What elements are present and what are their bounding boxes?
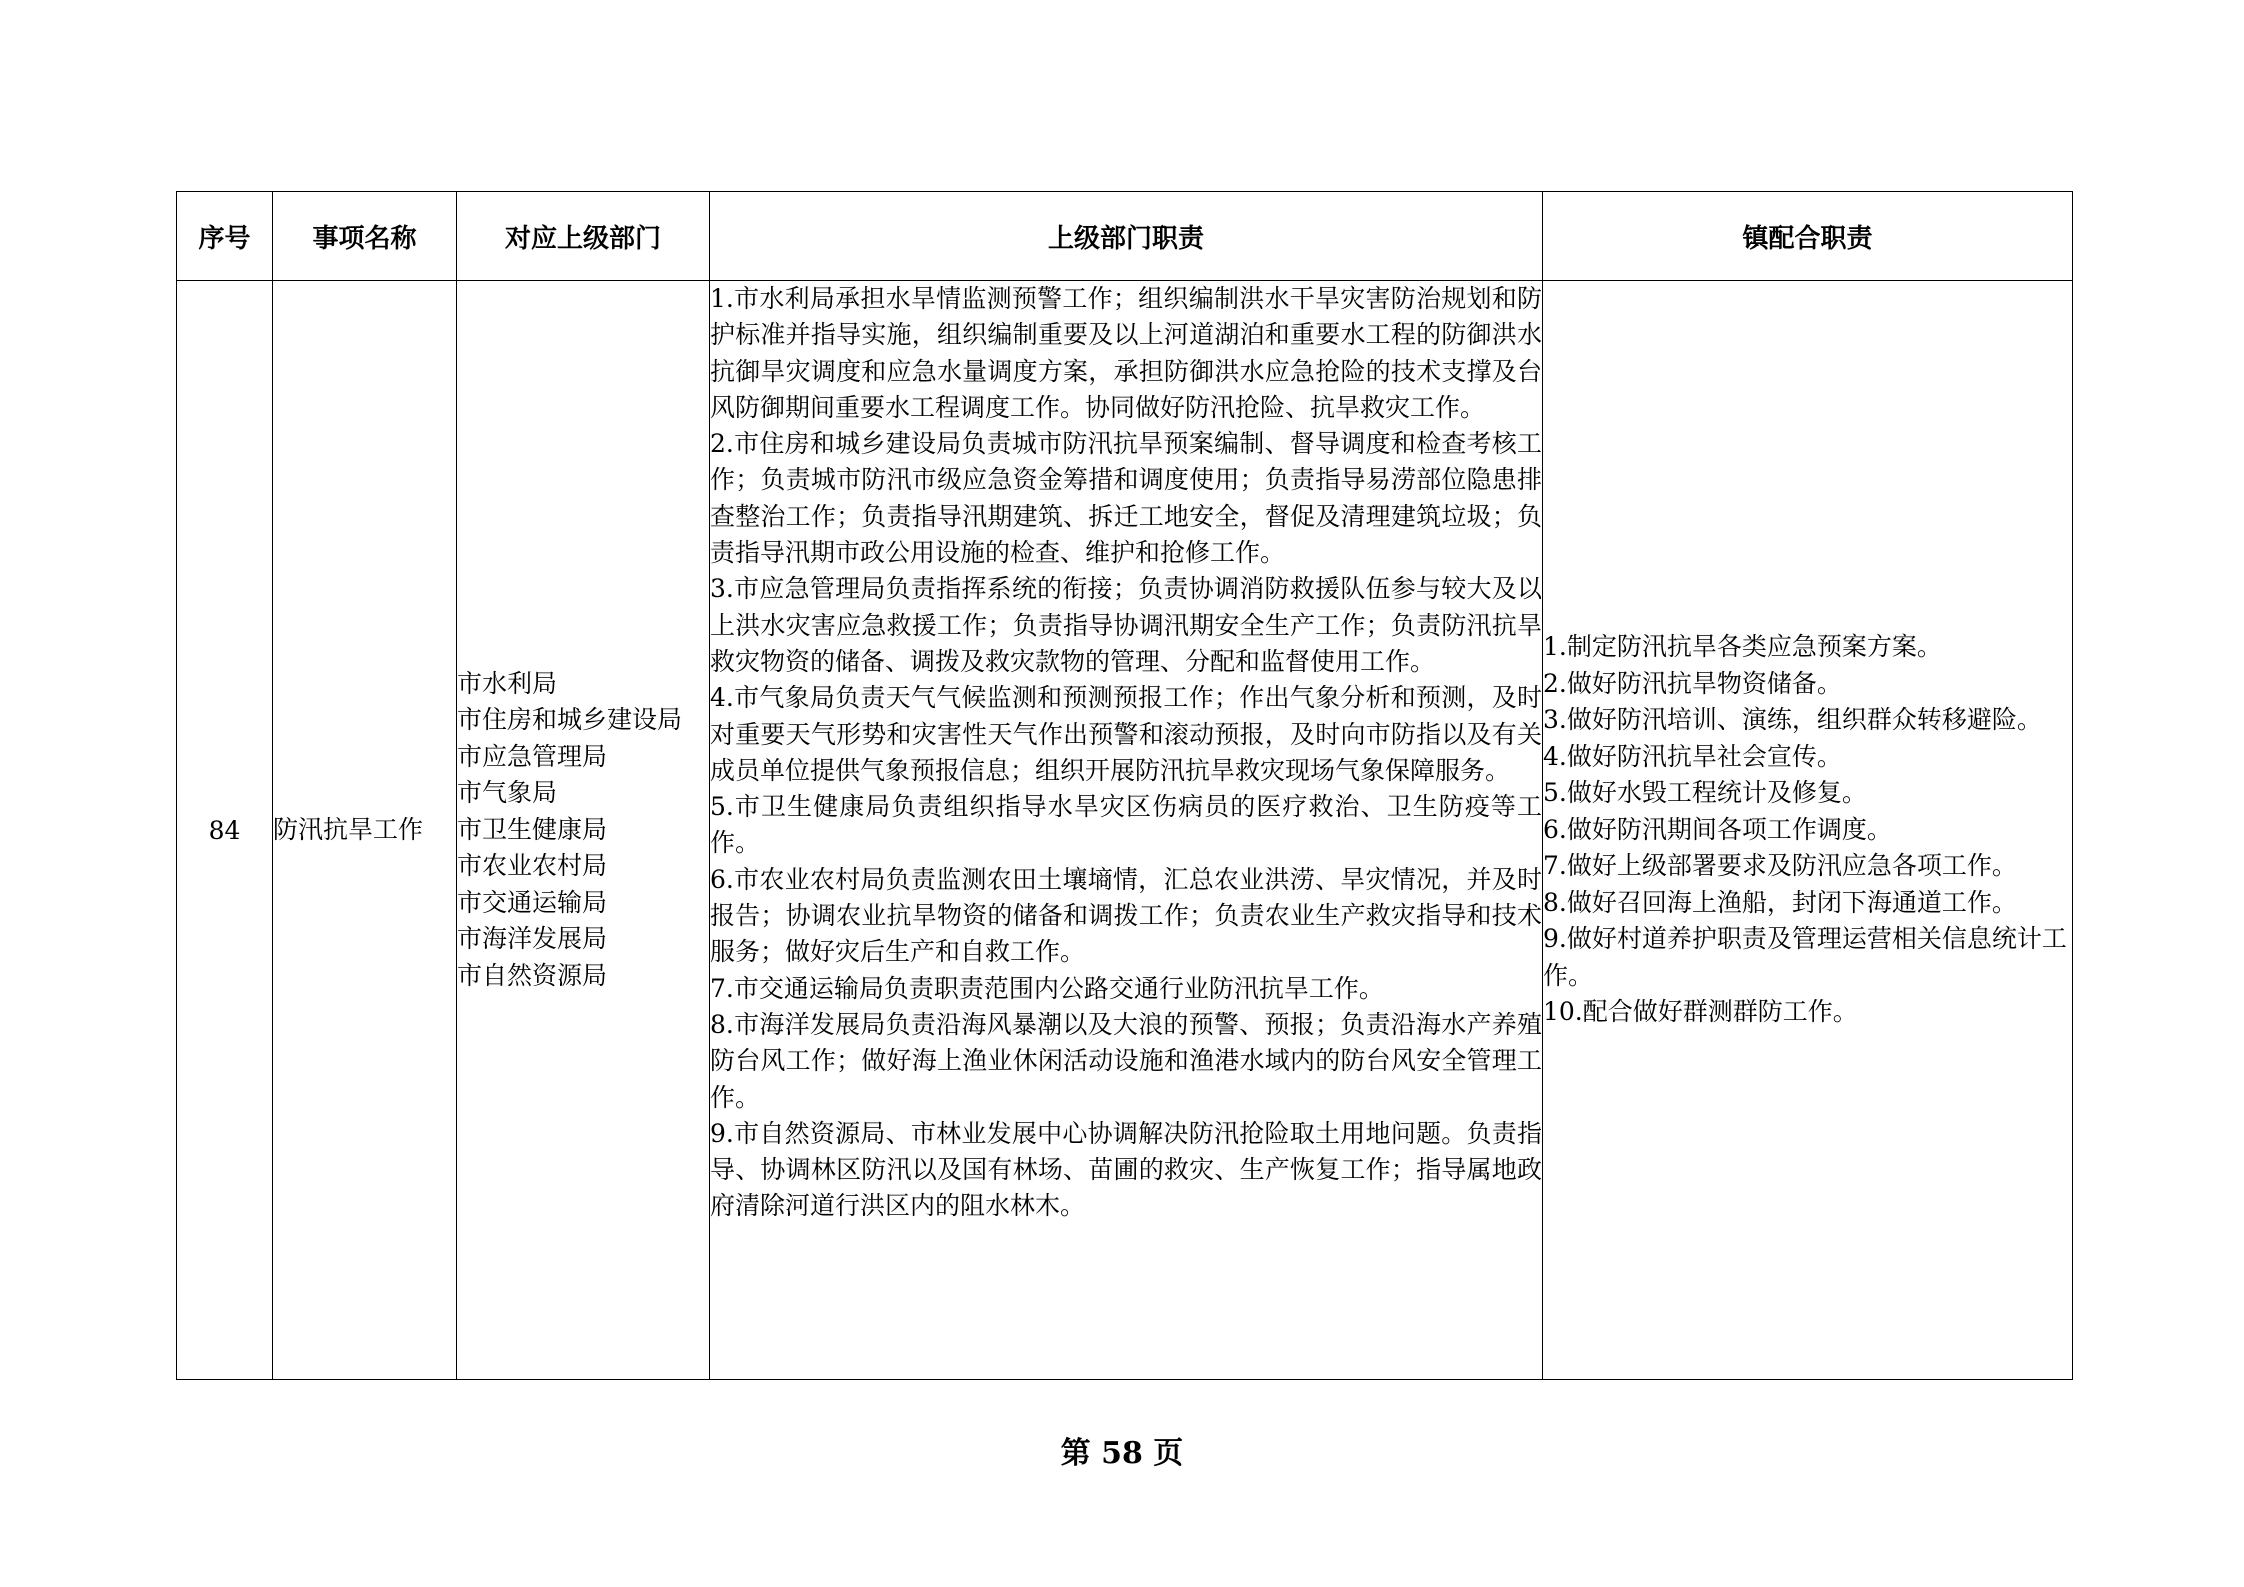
town-duty-item: 9.做好村道养护职责及管理运营相关信息统计工作。 [1543, 924, 2067, 990]
department-item: 市气象局 [457, 778, 558, 808]
header-item-name: 事项名称 [273, 192, 457, 281]
header-superior-duties: 上级部门职责 [710, 192, 1543, 281]
town-duty-item: 6.做好防汛期间各项工作调度。 [1543, 814, 1892, 844]
department-item: 市住房和城乡建设局 [457, 705, 683, 735]
department-item: 市交通运输局 [457, 887, 608, 917]
department-item: 市农业农村局 [457, 851, 608, 881]
header-superior-department: 对应上级部门 [457, 192, 710, 281]
department-item: 市自然资源局 [457, 960, 608, 990]
duty-paragraph: 5.市卫生健康局负责组织指导水旱灾区伤病员的医疗救治、卫生防疫等工作。 [710, 792, 1542, 858]
header-town-duties: 镇配合职责 [1543, 192, 2073, 281]
duty-table [176, 191, 2073, 1380]
town-duties-cell [1543, 281, 2073, 1380]
town-duty-item: 2.做好防汛抗旱物资储备。 [1543, 668, 1842, 698]
departments-cell [457, 281, 710, 1380]
table-header-row [177, 192, 2073, 281]
town-duty-item: 10.配合做好群测群防工作。 [1543, 997, 1858, 1027]
duty-paragraph: 6.市农业农村局负责监测农田土壤墒情，汇总农业洪涝、旱灾情况，并及时报告；协调农业抗旱物资的储备和调拨工作；负责农业生产救灾指导和技术服务；做好灾后生产和自救工作。 [710, 864, 1542, 967]
duty-paragraph: 4.市气象局负责天气气候监测和预测预报工作；作出气象分析和预测，及时对重要天气形势和灾害性天气作出预警和滚动预报，及时向市防指以及有关成员单位提供气象预报信息；组织开展防汛抗旱救灾现场气象保障服务。 [710, 683, 1542, 785]
superior-duties-cell [710, 281, 1543, 1380]
town-duty-item: 8.做好召回海上渔船，封闭下海通道工作。 [1543, 887, 2017, 917]
department-item: 市卫生健康局 [457, 814, 608, 844]
town-duty-item: 7.做好上级部署要求及防汛应急各项工作。 [1543, 851, 2017, 881]
serial-no-cell: 84 [177, 281, 273, 1380]
page-number: 第 58 页 [1060, 1436, 1184, 1471]
department-item: 市应急管理局 [457, 741, 608, 771]
town-duty-item: 4.做好防汛抗旱社会宣传。 [1543, 741, 1842, 771]
duty-paragraph: 8.市海洋发展局负责沿海风暴潮以及大浪的预警、预报；负责沿海水产养殖防台风工作；做好海上渔业休闲活动设施和渔港水域内的防台风安全管理工作。 [710, 1009, 1542, 1112]
duty-paragraph: 9.市自然资源局、市林业发展中心协调解决防汛抢险取土用地问题。负责指导、协调林区防汛以及国有林场、苗圃的救灾、生产恢复工作；指导属地政府清除河道行洪区内的阻水林木。 [710, 1118, 1542, 1221]
department-item: 市水利局 [457, 668, 558, 698]
table-row [177, 281, 2073, 1380]
duty-paragraph: 2.市住房和城乡建设局负责城市防汛抗旱预案编制、督导调度和检查考核工作；负责城市防汛市级应急资金筹措和调度使用；负责指导易涝部位隐患排查整治工作；负责指导汛期建筑、拆迁工地安全，督促及清理建筑垃圾；负责指导汛期市政公用设施的检查、维护和抢修工作。 [710, 429, 1542, 568]
duty-paragraph: 1.市水利局承担水旱情监测预警工作；组织编制洪水干旱灾害防治规划和防护标准并指导实施，组织编制重要及以上河道湖泊和重要水工程的防御洪水抗御旱灾调度和应急水量调度方案，承担防御洪水应急抢险的技术支撑及台风防御期间重要水工程调度工作。协同做好防汛抢险、抗旱救灾工作。 [710, 284, 1542, 422]
town-duty-item: 5.做好水毁工程统计及修复。 [1543, 778, 1867, 808]
item-name-cell: 防汛抗旱工作 [273, 281, 457, 1380]
header-serial-no: 序号 [177, 192, 273, 281]
department-item: 市海洋发展局 [457, 924, 608, 954]
town-duty-item: 3.做好防汛培训、演练，组织群众转移避险。 [1543, 705, 2042, 735]
duty-paragraph: 3.市应急管理局负责指挥系统的衔接；负责协调消防救援队伍参与较大及以上洪水灾害应急救援工作；负责指导协调汛期安全生产工作；负责防汛抗旱救灾物资的储备、调拨及救灾款物的管理、分配和监督使用工作。 [710, 574, 1542, 676]
duty-paragraph: 7.市交通运输局负责职责范围内公路交通行业防汛抗旱工作。 [710, 973, 1384, 1003]
town-duty-item: 1.制定防汛抗旱各类应急预案方案。 [1543, 632, 1942, 662]
